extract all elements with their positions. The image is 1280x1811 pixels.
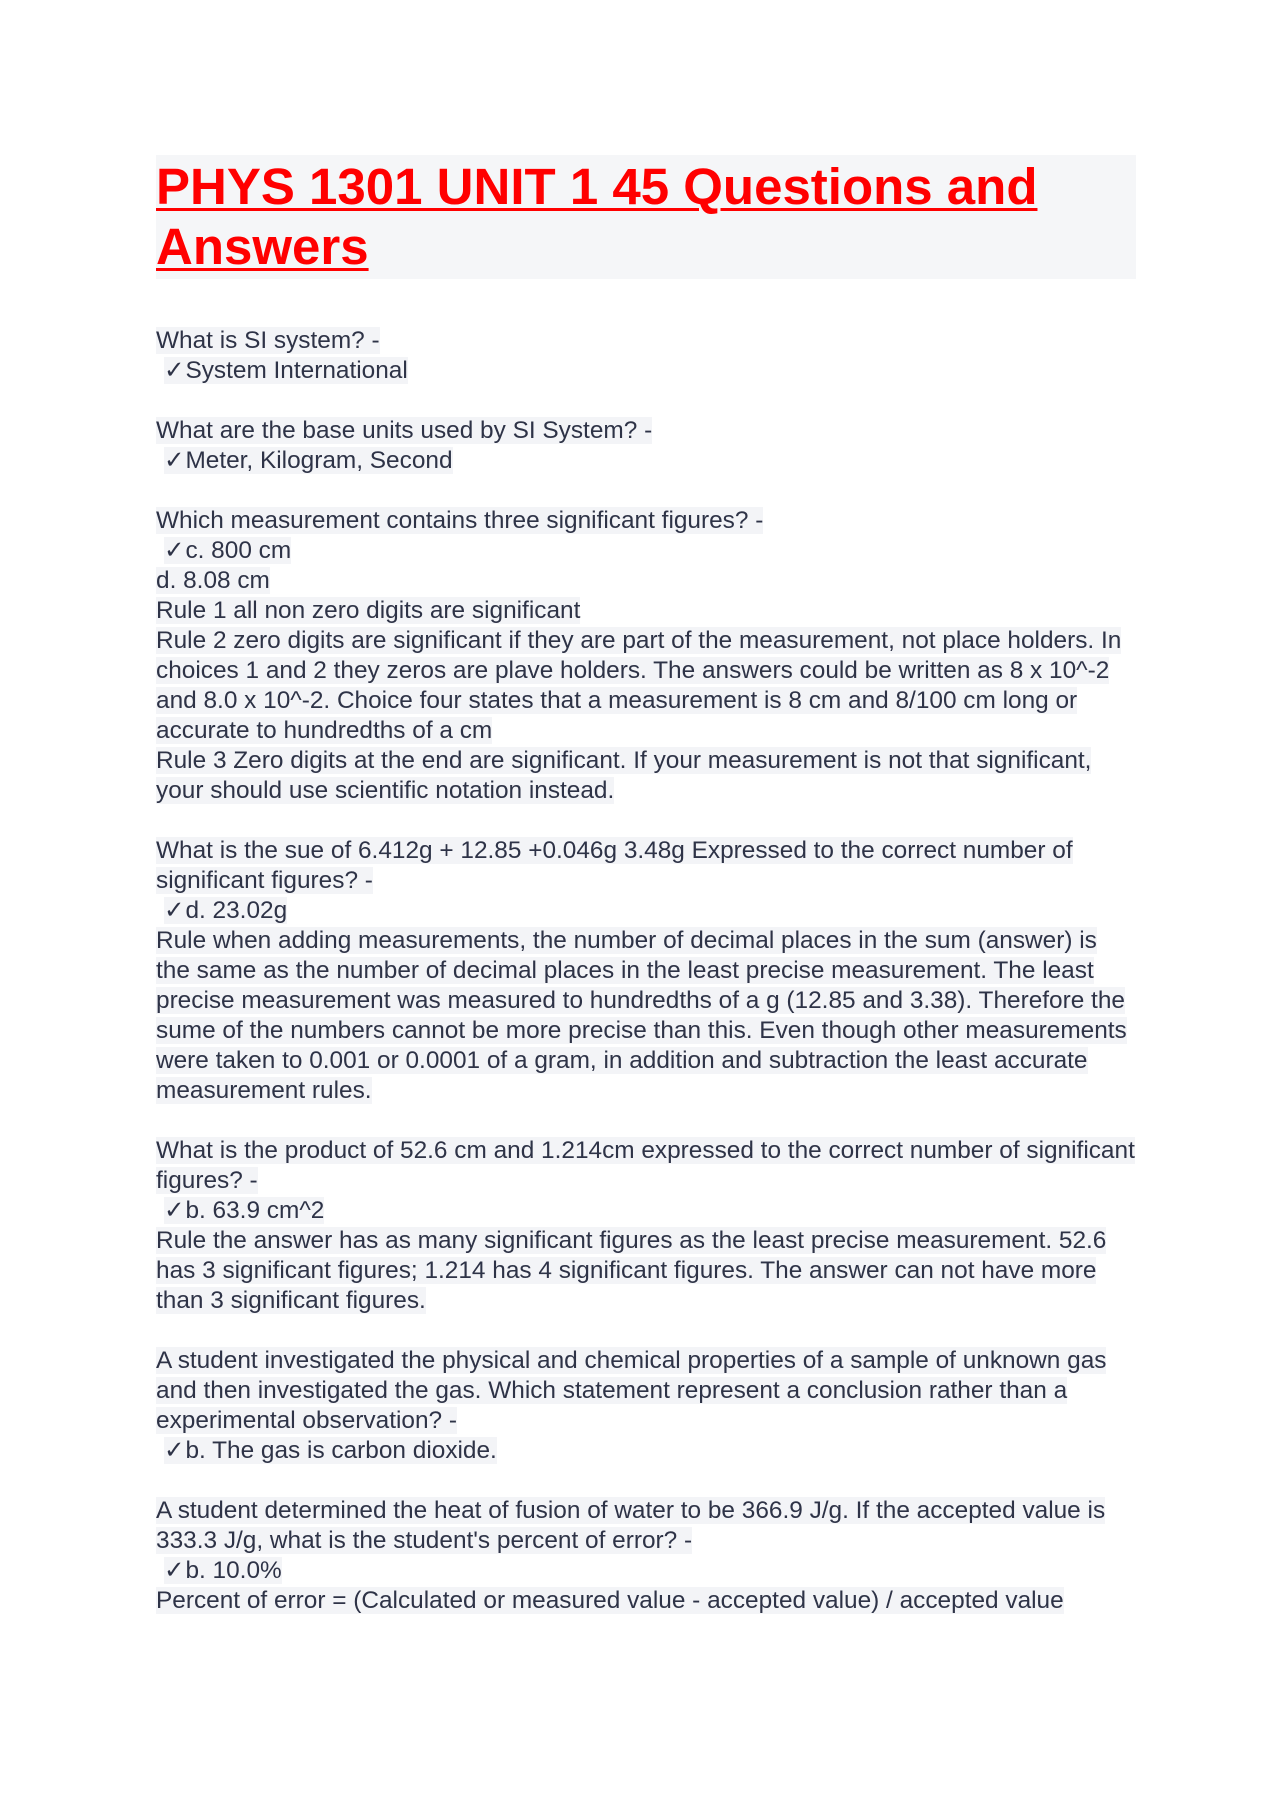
note-text: Rule 2 zero digits are significant if they are part of the measurement, not place holders. In choices 1 and 2 they zeros are plave holders. The answers could be written as 8 x 10^-2 and 8.0 x 10^-2. Choice four states that a measurement is 8 cm and 8/100 cm long or accurate to hundredths of a cm [156,627,1122,744]
answer-text: c. 800 cm [185,537,292,564]
check-mark-icon: ✓ [164,1437,185,1464]
answer-text: d. 23.02g [185,897,288,924]
document-page [156,155,1136,1646]
note-text: Rule when adding measurements, the number of decimal places in the sum (answer) is the same as the number of decimal places in the least precise measurement. The least precise measurement was measured to hundredths of a g (12.85 and 3.38). Therefore the sume of the numbers cannot be more precise than this. Even though other measurements were taken to 0.001 or 0.0001 of a gram, in addition and subtraction the least accurate measurement rules. [156,927,1127,1104]
qa-item-7 [156,1496,1136,1616]
question-text: Which measurement contains three significant figures? - [156,507,764,534]
answer-text: b. 63.9 cm^2 [185,1197,325,1224]
note-text: Percent of error = (Calculated or measured value - accepted value) / accepted value [156,1587,1064,1614]
answer-text: b. 10.0% [185,1557,282,1584]
check-mark-icon: ✓ [164,537,185,564]
answer-text: Meter, Kilogram, Second [185,447,453,474]
check-mark-icon: ✓ [164,357,185,384]
question-text: What is the product of 52.6 cm and 1.214cm expressed to the correct number of significant figures? - [156,1137,1135,1194]
title-block [156,155,1136,279]
question-text: What are the base units used by SI System? - [156,417,653,444]
qa-item-6 [156,1346,1136,1466]
question-text: What is SI system? - [156,327,380,354]
note-text: Rule the answer has as many significant figures as the least precise measurement. 52.6 has 3 significant figures; 1.214 has 4 significant figures. The answer can not have more than 3 significant figures. [156,1227,1107,1314]
document-body [156,326,1136,1616]
check-mark-icon: ✓ [164,1197,185,1224]
question-text: A student determined the heat of fusion of water to be 366.9 J/g. If the accepted value is 333.3 J/g, what is the student's percent of error? - [156,1497,1106,1554]
check-mark-icon: ✓ [164,897,185,924]
answer-text: System International [185,357,408,384]
question-text: What is the sue of 6.412g + 12.85 +0.046g 3.48g Expressed to the correct number of significant figures? - [156,837,1073,894]
check-mark-icon: ✓ [164,447,185,474]
qa-item-2 [156,416,1136,476]
question-text: A student investigated the physical and chemical properties of a sample of unknown gas and then investigated the gas. Which statement represent a conclusion rather than a experimental observation? - [156,1347,1107,1434]
note-text: d. 8.08 cm [156,567,270,594]
qa-item-4 [156,836,1136,1106]
document-title: PHYS 1301 UNIT 1 45 Questions and Answers [156,158,1038,275]
check-mark-icon: ✓ [164,1557,185,1584]
qa-item-5 [156,1136,1136,1316]
note-text: Rule 1 all non zero digits are significant [156,597,581,624]
qa-item-1 [156,326,1136,386]
answer-text: b. The gas is carbon dioxide. [185,1437,497,1464]
qa-item-3 [156,506,1136,806]
note-text: Rule 3 Zero digits at the end are significant. If your measurement is not that significant, your should use scientific notation instead. [156,747,1092,804]
